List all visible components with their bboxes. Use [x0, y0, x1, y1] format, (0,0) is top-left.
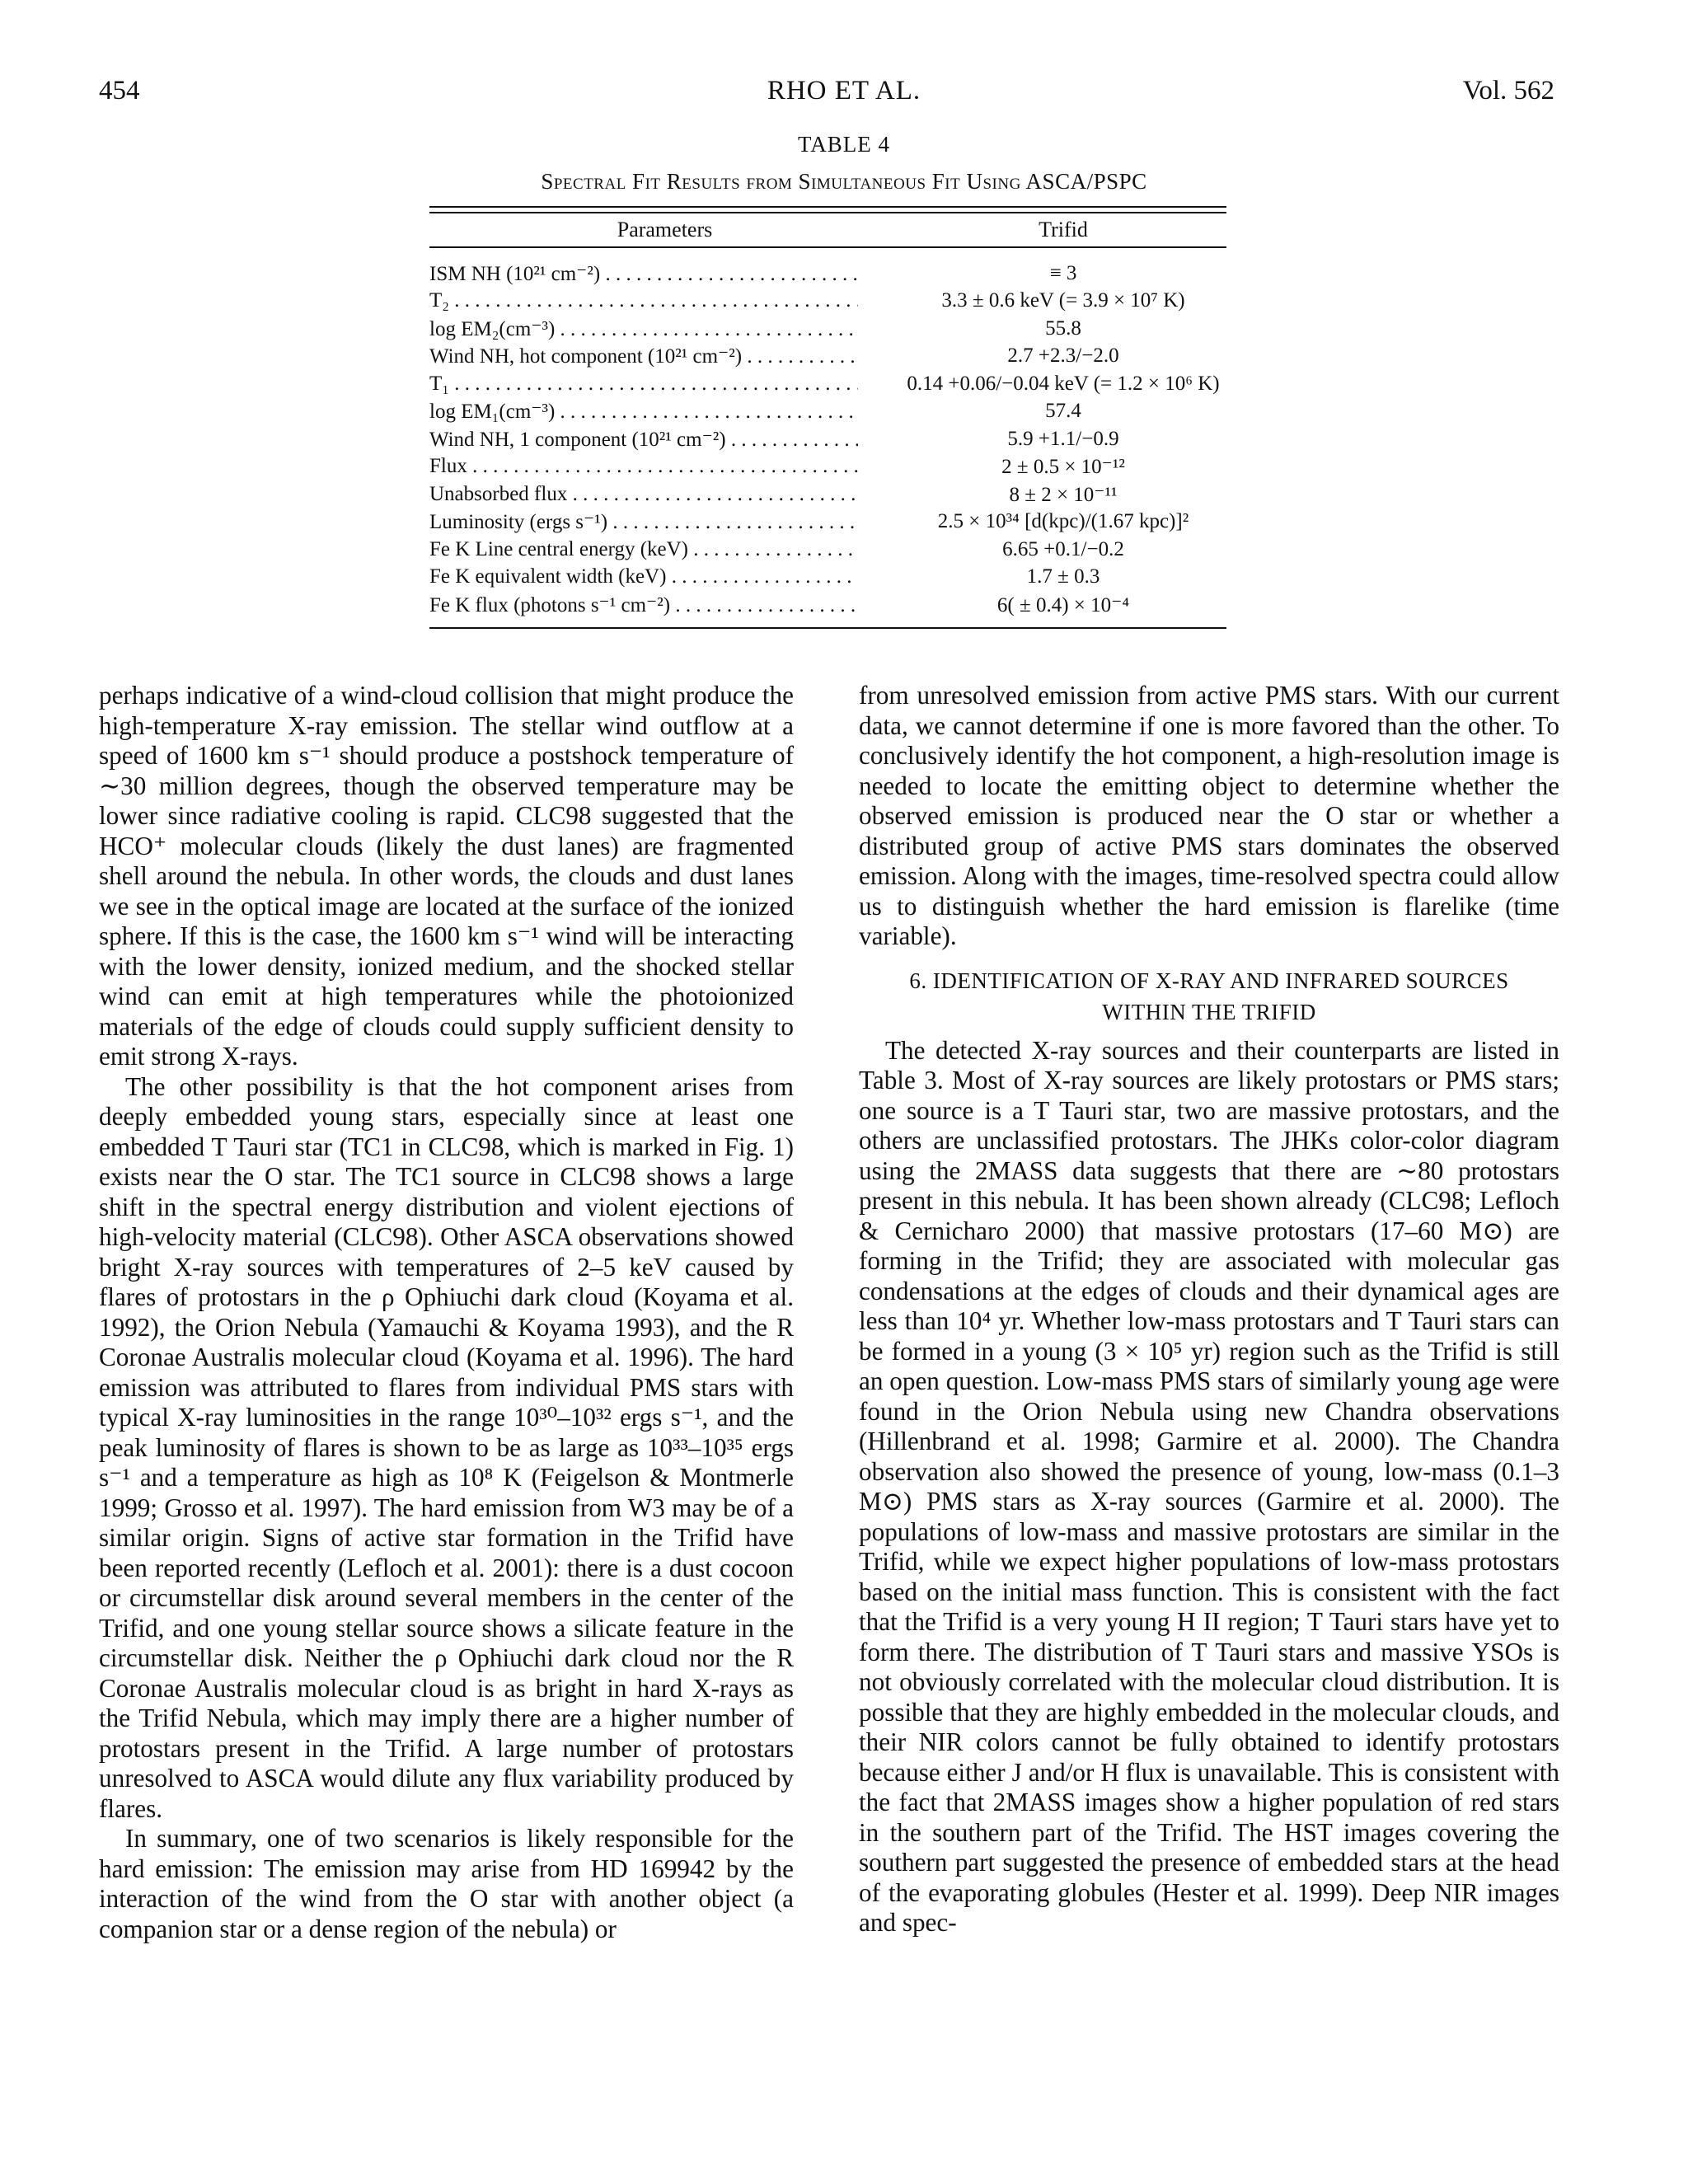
value-cell: 57.4 [1045, 400, 1081, 423]
table-row [429, 453, 1226, 481]
section-heading [859, 965, 1559, 1028]
parameter-cell: Fe K flux (photons s⁻¹ cm⁻²) . . . [429, 593, 858, 617]
table-body [429, 248, 1226, 627]
value-cell: 2.7 +2.3/−2.0 [1007, 344, 1119, 368]
table-label: TABLE 4 [797, 132, 891, 157]
table-top-rule [429, 206, 1226, 213]
table-row [429, 260, 1226, 288]
parameter-cell: T₂ . . . [429, 289, 858, 312]
value-cell: 3.3 ± 0.6 keV (= 3.9 × 10⁷ K) [941, 289, 1185, 312]
page-number: 454 [99, 76, 140, 105]
table-caption: Spectral Fit Results from Simultaneous Fit Using ASCA/PSPC [541, 169, 1147, 194]
parameter-table [429, 206, 1226, 629]
table-row [429, 343, 1226, 371]
table-row [429, 591, 1226, 619]
section-heading-line: WITHIN THE TRIFID [1102, 999, 1316, 1024]
value-cell: 0.14 +0.06/−0.04 keV (= 1.2 × 10⁶ K) [907, 372, 1220, 395]
table-row [429, 480, 1226, 509]
table-header-row [429, 213, 1226, 246]
table-row [429, 564, 1226, 592]
parameter-cell: T₁ . . . [429, 373, 858, 396]
table-row [429, 370, 1226, 398]
volume-label: Vol. 562 [1462, 76, 1554, 105]
parameter-cell: ISM NH (10²¹ cm⁻²) . . . [429, 261, 858, 286]
value-cell: 5.9 +1.1/−0.9 [1007, 427, 1119, 450]
section-heading-line: 6. IDENTIFICATION OF X-RAY AND INFRARED SOURCES [909, 968, 1509, 993]
value-cell: 2 ± 0.5 × 10⁻¹² [1001, 456, 1125, 479]
body-paragraph: The other possibility is that the hot component arises from deeply embedded young stars, especially since at least one embedded T Tauri star (TC1 in CLC98, which is marked in Fig. 1) exists near the O star. The TC1 source in CLC98 shows a large shift in the spectral energy distribution and violent ejections of high-velocity material (CLC98). Other ASCA observations showed bright X-ray sources with temperatures of 2–5 keV caused by flares of protostars in the ρ Ophiuchi dark cloud (Koyama et al. 1992), the Orion Nebula (Yamauchi & Koyama 1993), and the R Coronae Australis molecular cloud (Koyama et al. 1996). The hard emission was attributed to flares from individual PMS stars with typical X-ray luminosities in the range 10³⁰–10³² ergs s⁻¹, and the peak luminosity of flares is shown to be as large as 10³³–10³⁵ ergs s⁻¹ and a temperature as high as 10⁸ K (Feigelson & Montmerle 1999; Grosso et al. 1997). The hard emission from W3 may be of a similar origin. Signs of active star formation in the Trifid have been reported recently (Lefloch et al. 2001): there is a dust cocoon or circumstellar disk around several members in the center of the Trifid, and one young stellar source shows a silicate feature in the circumstellar disk. Neither the ρ Ophiuchi dark cloud nor the R Coronae Australis molecular cloud is as bright in hard X-rays as the Trifid Nebula, which may imply there are a higher number of protostars present in the Trifid. A large number of protostars unresolved to ASCA would dilute any flux variability produced by flares. [99, 1071, 794, 1823]
value-cell: 2.5 × 10³⁴ [d(kpc)/(1.67 kpc)]² [937, 510, 1189, 533]
table-row [429, 398, 1226, 426]
table-bottom-rule [429, 627, 1226, 629]
table-row [429, 509, 1226, 537]
column-header-trifid: Trifid [1039, 218, 1088, 241]
value-cell: 6.65 +0.1/−0.2 [1002, 537, 1124, 560]
value-cell: 1.7 ± 0.3 [1026, 565, 1100, 588]
value-cell: 55.8 [1045, 316, 1081, 340]
running-head: RHO ET AL. [767, 76, 921, 105]
body-paragraph: The detected X-ray sources and their counterparts are listed in Table 3. Most of X-ray sources are likely protostars or PMS stars; one source is a T Tauri star, two are massive protostars, and the others are unclassified protostars. The JHKs color-color diagram using the 2MASS data suggests that there are ∼80 protostars present in this nebula. It has been shown already (CLC98; Lefloch & Cernicharo 2000) that massive protostars (17–60 M⊙) are forming in the Trifid; they are associated with molecular gas condensations at the edges of clouds and their dynamical ages are less than 10⁴ yr. Whether low-mass protostars and T Tauri stars can be formed in a young (3 × 10⁵ yr) region such as the Trifid is still an open question. Low-mass PMS stars of similarly young age were found in the Orion Nebula using new Chandra observations (Hillenbrand et al. 1998; Garmire et al. 2000). The Chandra observation also showed the presence of young, low-mass (0.1–3 M⊙) PMS stars as X-ray sources (Garmire et al. 2000). The populations of low-mass and massive protostars are similar in the Trifid, while we expect higher populations of low-mass protostars based on the initial mass function. This is consistent with the fact that the Trifid is a very young H II region; T Tauri stars have yet to form there. The distribution of T Tauri stars and massive YSOs is not obviously correlated with the molecular cloud distribution. It is possible that they are highly embedded in the molecular clouds, and their NIR colors cannot be fully obtained to identify protostars because either J and/or H flux is unavailable. This is consistent with the fact that 2MASS images show a higher population of red stars in the southern part of the Trifid. The HST images covering the southern part suggested the presence of embedded stars at the head of the evaporating globules (Hester et al. 1999). Deep NIR images and spec- [859, 1035, 1559, 1937]
body-paragraph: from unresolved emission from active PMS stars. With our current data, we cannot determine if one is more favored than the other. To conclusively identify the hot component, a high-resolution image is needed to locate the emitting object to determine whether the observed emission is produced near the O star or whether a distributed group of active PMS stars dominates the observed emission. Along with the images, time-resolved spectra could allow us to distinguish whether the hard emission is flarelike (time variable). [859, 681, 1559, 950]
parameter-cell: log EM₁(cm⁻³) . . . [429, 399, 858, 424]
parameter-cell: Wind NH, hot component (10²¹ cm⁻²) . . . [429, 344, 858, 368]
parameter-cell: Unabsorbed flux . . . [429, 483, 858, 506]
table-row [429, 288, 1226, 316]
column-header-parameters: Parameters [617, 218, 713, 241]
parameter-cell: Flux . . . [429, 455, 858, 478]
parameter-cell: Wind NH, 1 component (10²¹ cm⁻²) . . . [429, 427, 858, 452]
left-text-column [99, 681, 794, 1944]
table-row [429, 315, 1226, 343]
body-paragraph: In summary, one of two scenarios is likely responsible for the hard emission: The emission may arise from HD 169942 by the interaction of the wind from the O star with another object (a companion star or a dense region of the nebula) or [99, 1824, 794, 1943]
value-cell: 6( ± 0.4) × 10⁻⁴ [996, 593, 1130, 616]
right-text-column [859, 681, 1559, 1938]
parameter-cell: log EM₂(cm⁻³) . . . [429, 316, 858, 341]
parameter-cell: Luminosity (ergs s⁻¹) . . . [429, 509, 858, 534]
value-cell: 8 ± 2 × 10⁻¹¹ [1009, 483, 1118, 506]
table-row [429, 536, 1226, 564]
table-row [429, 425, 1226, 453]
value-cell: ≡ 3 [1049, 261, 1077, 284]
parameter-cell: Fe K Line central energy (keV) . . . [429, 538, 858, 561]
body-paragraph: perhaps indicative of a wind-cloud collision that might produce the high-temperature X-ray emission. The stellar wind outflow at a speed of 1600 km s⁻¹ should produce a postshock temperature of ∼30 million degrees, though the observed temperature may be lower since radiative cooling is rapid. CLC98 suggested that the HCO⁺ molecular clouds (likely the dust lanes) are fragmented shell around the nebula. In other words, the clouds and dust lanes we see in the optical image are located at the surface of the ionized sphere. If this is the case, the 1600 km s⁻¹ wind will be interacting with the lower density, ionized medium, and the shocked stellar wind can emit at high temperatures while the photoionized materials of the edge of clouds could supply sufficient density to emit strong X-rays. [99, 681, 794, 1071]
parameter-cell: Fe K equivalent width (keV) . . . [429, 565, 858, 588]
